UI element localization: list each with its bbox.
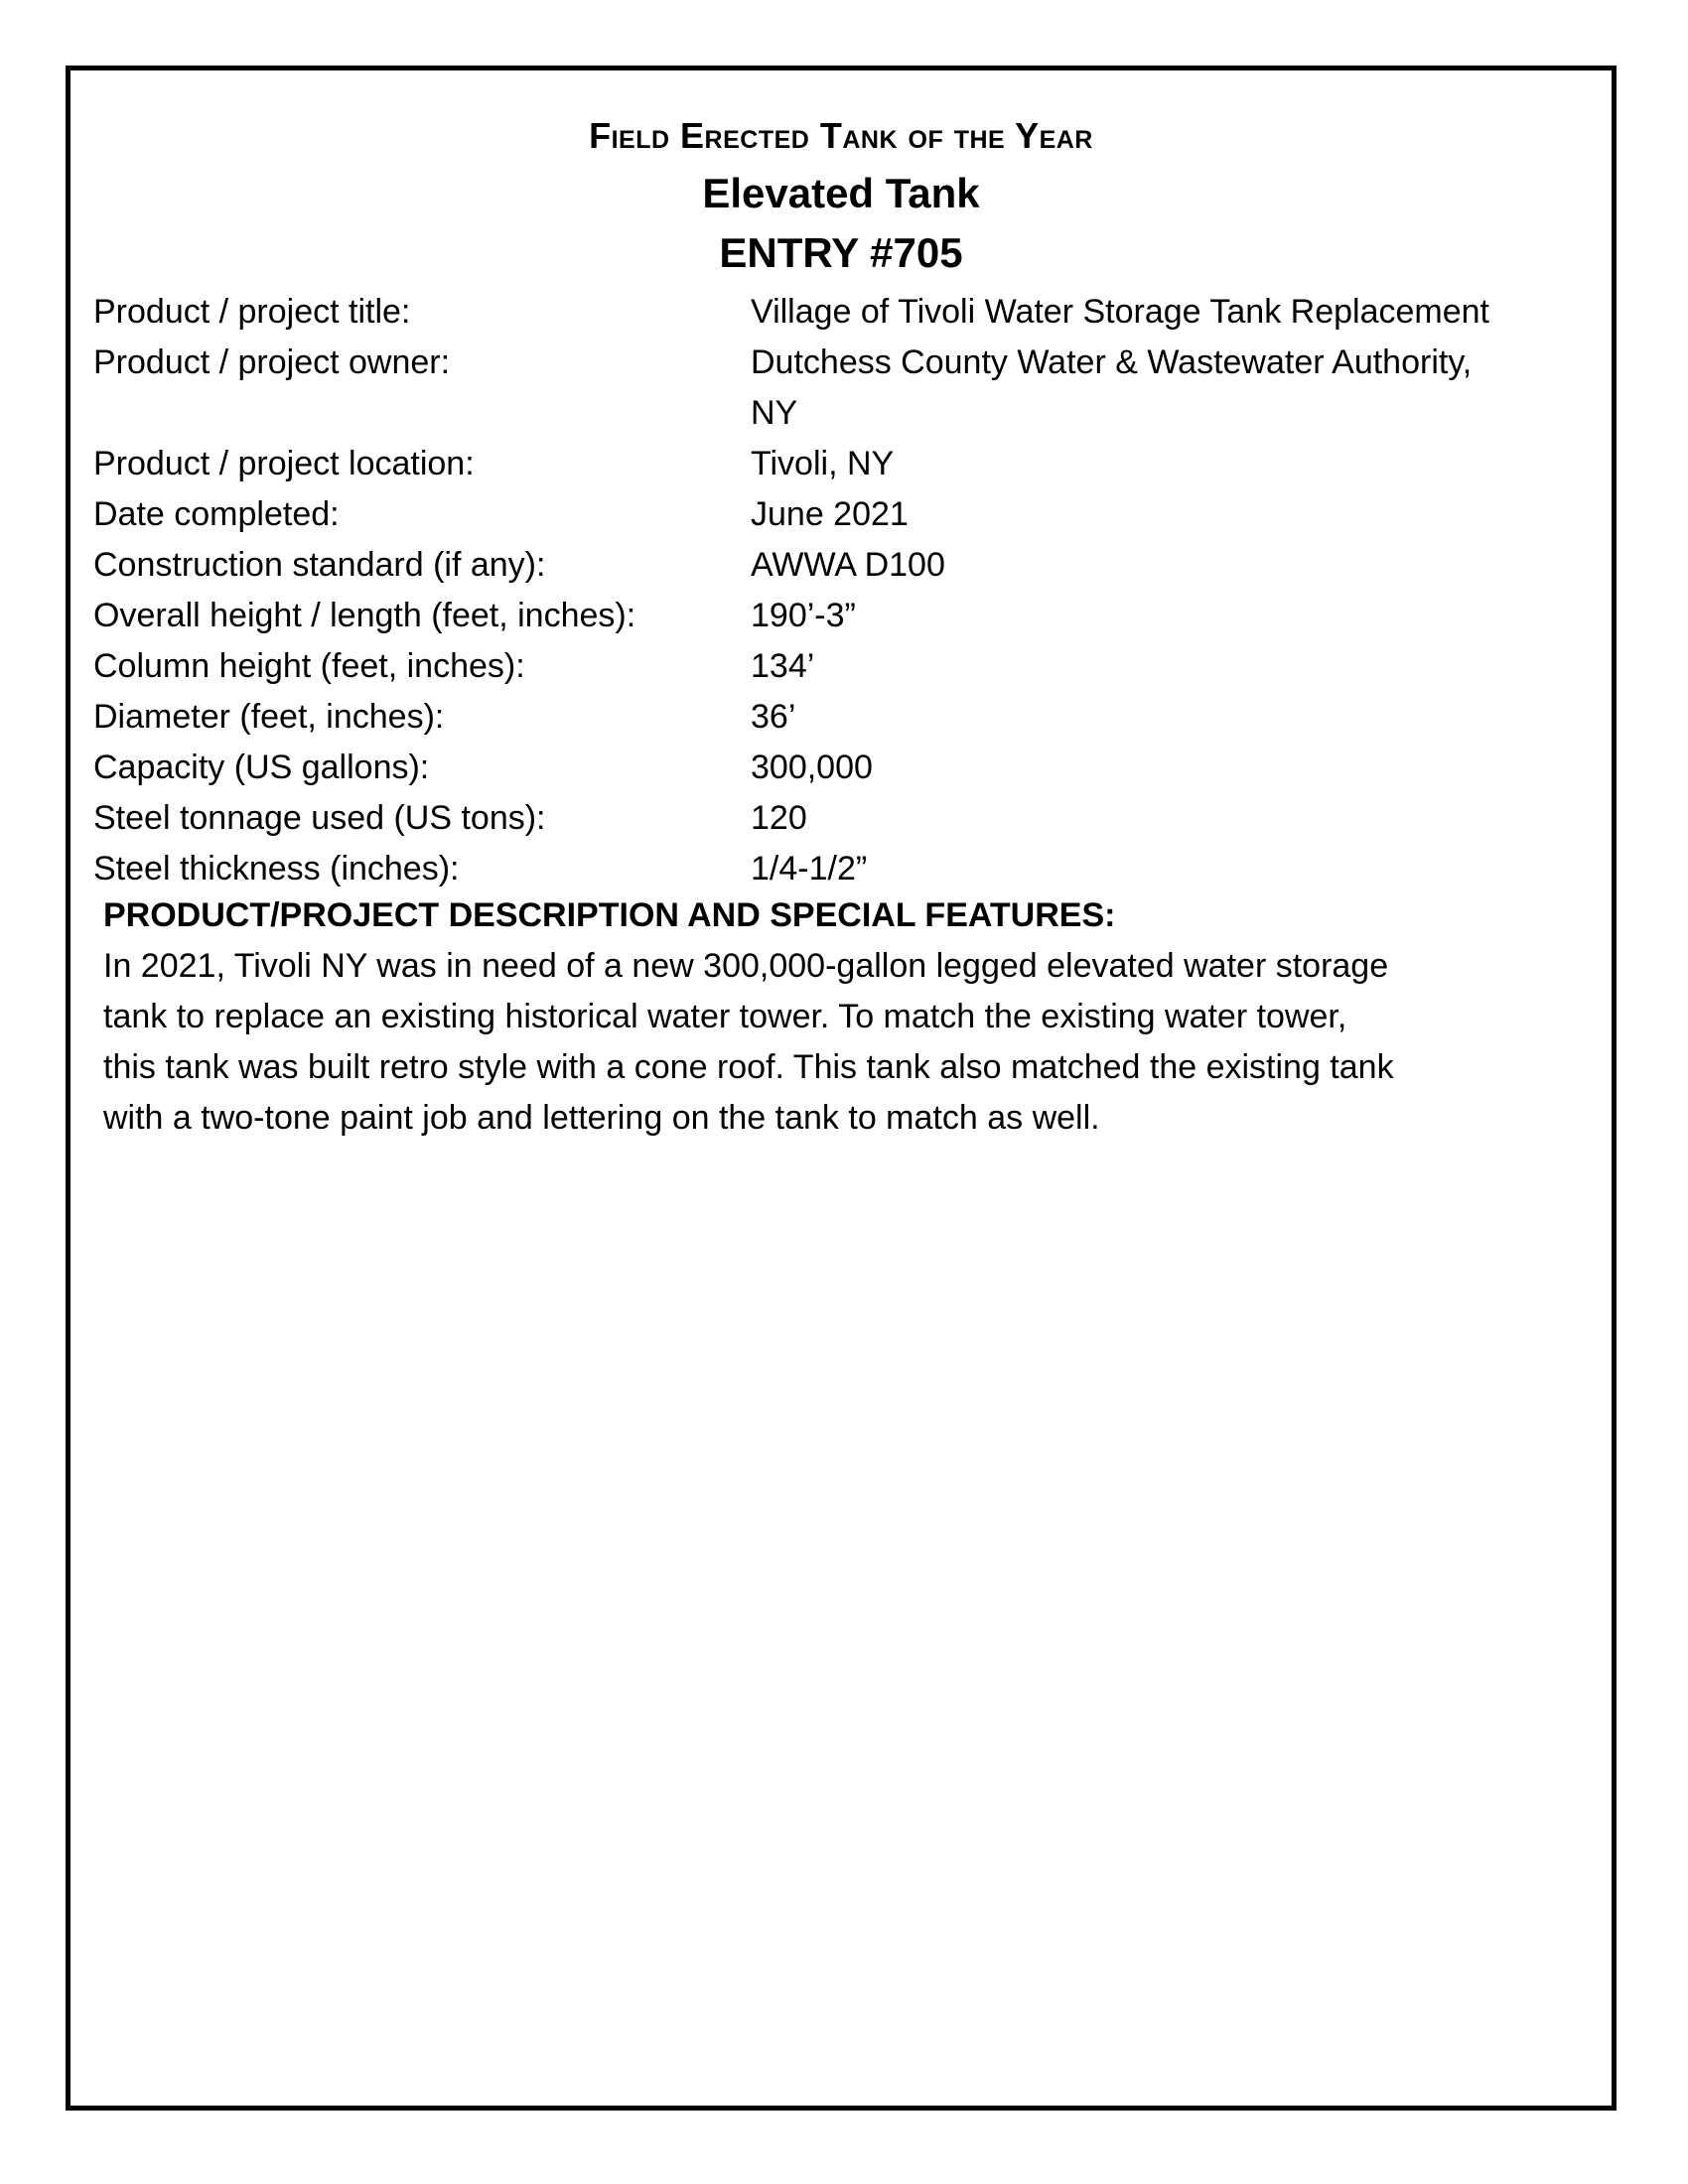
field-row-column-height	[93, 641, 1593, 692]
description-line: tank to replace an existing historical water tower. To match the existing water tower,	[103, 998, 1347, 1035]
field-row-diameter	[93, 692, 1593, 743]
field-label: Date completed:	[93, 495, 340, 533]
field-row-date-completed	[93, 489, 1593, 540]
description-line: In 2021, Tivoli NY was in need of a new 300,000-gallon legged elevated water storage	[103, 947, 1389, 985]
field-row-location	[93, 439, 1593, 489]
field-value: 300,000	[751, 749, 873, 786]
field-value: 36’	[751, 698, 796, 736]
field-label: Product / project title:	[93, 293, 411, 331]
field-value: NY	[751, 394, 798, 432]
field-value: June 2021	[751, 495, 909, 533]
field-label: Column height (feet, inches):	[93, 647, 525, 685]
description-line: this tank was built retro style with a cone roof. This tank also matched the existing tank	[103, 1048, 1394, 1086]
entry-number: ENTRY #705	[719, 229, 963, 276]
description-line: with a two-tone paint job and lettering on the tank to match as well.	[103, 1099, 1100, 1137]
field-label	[93, 388, 751, 439]
field-label: Product / project location:	[93, 445, 475, 482]
field-row-steel-thickness	[93, 844, 1593, 894]
award-subtitle: Elevated Tank	[702, 170, 980, 216]
field-row-owner	[93, 338, 1593, 388]
field-value: 134’	[751, 647, 815, 685]
field-label: Steel thickness (inches):	[93, 850, 460, 887]
field-row-owner-continued	[93, 388, 1593, 439]
field-label: Capacity (US gallons):	[93, 749, 430, 786]
field-label: Construction standard (if any):	[93, 546, 546, 584]
field-row-overall-height	[93, 591, 1593, 641]
field-value: 1/4-1/2”	[751, 850, 868, 887]
project-fields	[93, 287, 1593, 894]
field-value: Dutchess County Water & Wastewater Authority,	[751, 343, 1473, 381]
page-border	[66, 66, 1617, 2111]
award-category-title: Field Erected Tank of the Year	[589, 115, 1093, 156]
field-row-construction-standard	[93, 540, 1593, 591]
field-label: Product / project owner:	[93, 343, 451, 381]
field-label: Steel tonnage used (US tons):	[93, 799, 546, 837]
description-body	[103, 941, 1593, 1144]
field-value: Tivoli, NY	[751, 445, 895, 482]
field-label: Diameter (feet, inches):	[93, 698, 445, 736]
field-value: 190’-3”	[751, 597, 856, 634]
field-value: 120	[751, 799, 807, 837]
field-value: AWWA D100	[751, 546, 945, 584]
field-label: Overall height / length (feet, inches):	[93, 597, 636, 634]
description-heading: PRODUCT/PROJECT DESCRIPTION AND SPECIAL FEATURES:	[103, 896, 1116, 934]
field-row-capacity	[93, 743, 1593, 793]
field-row-steel-tonnage	[93, 793, 1593, 844]
field-value: Village of Tivoli Water Storage Tank Replacement	[751, 293, 1489, 331]
field-row-title	[93, 287, 1593, 338]
